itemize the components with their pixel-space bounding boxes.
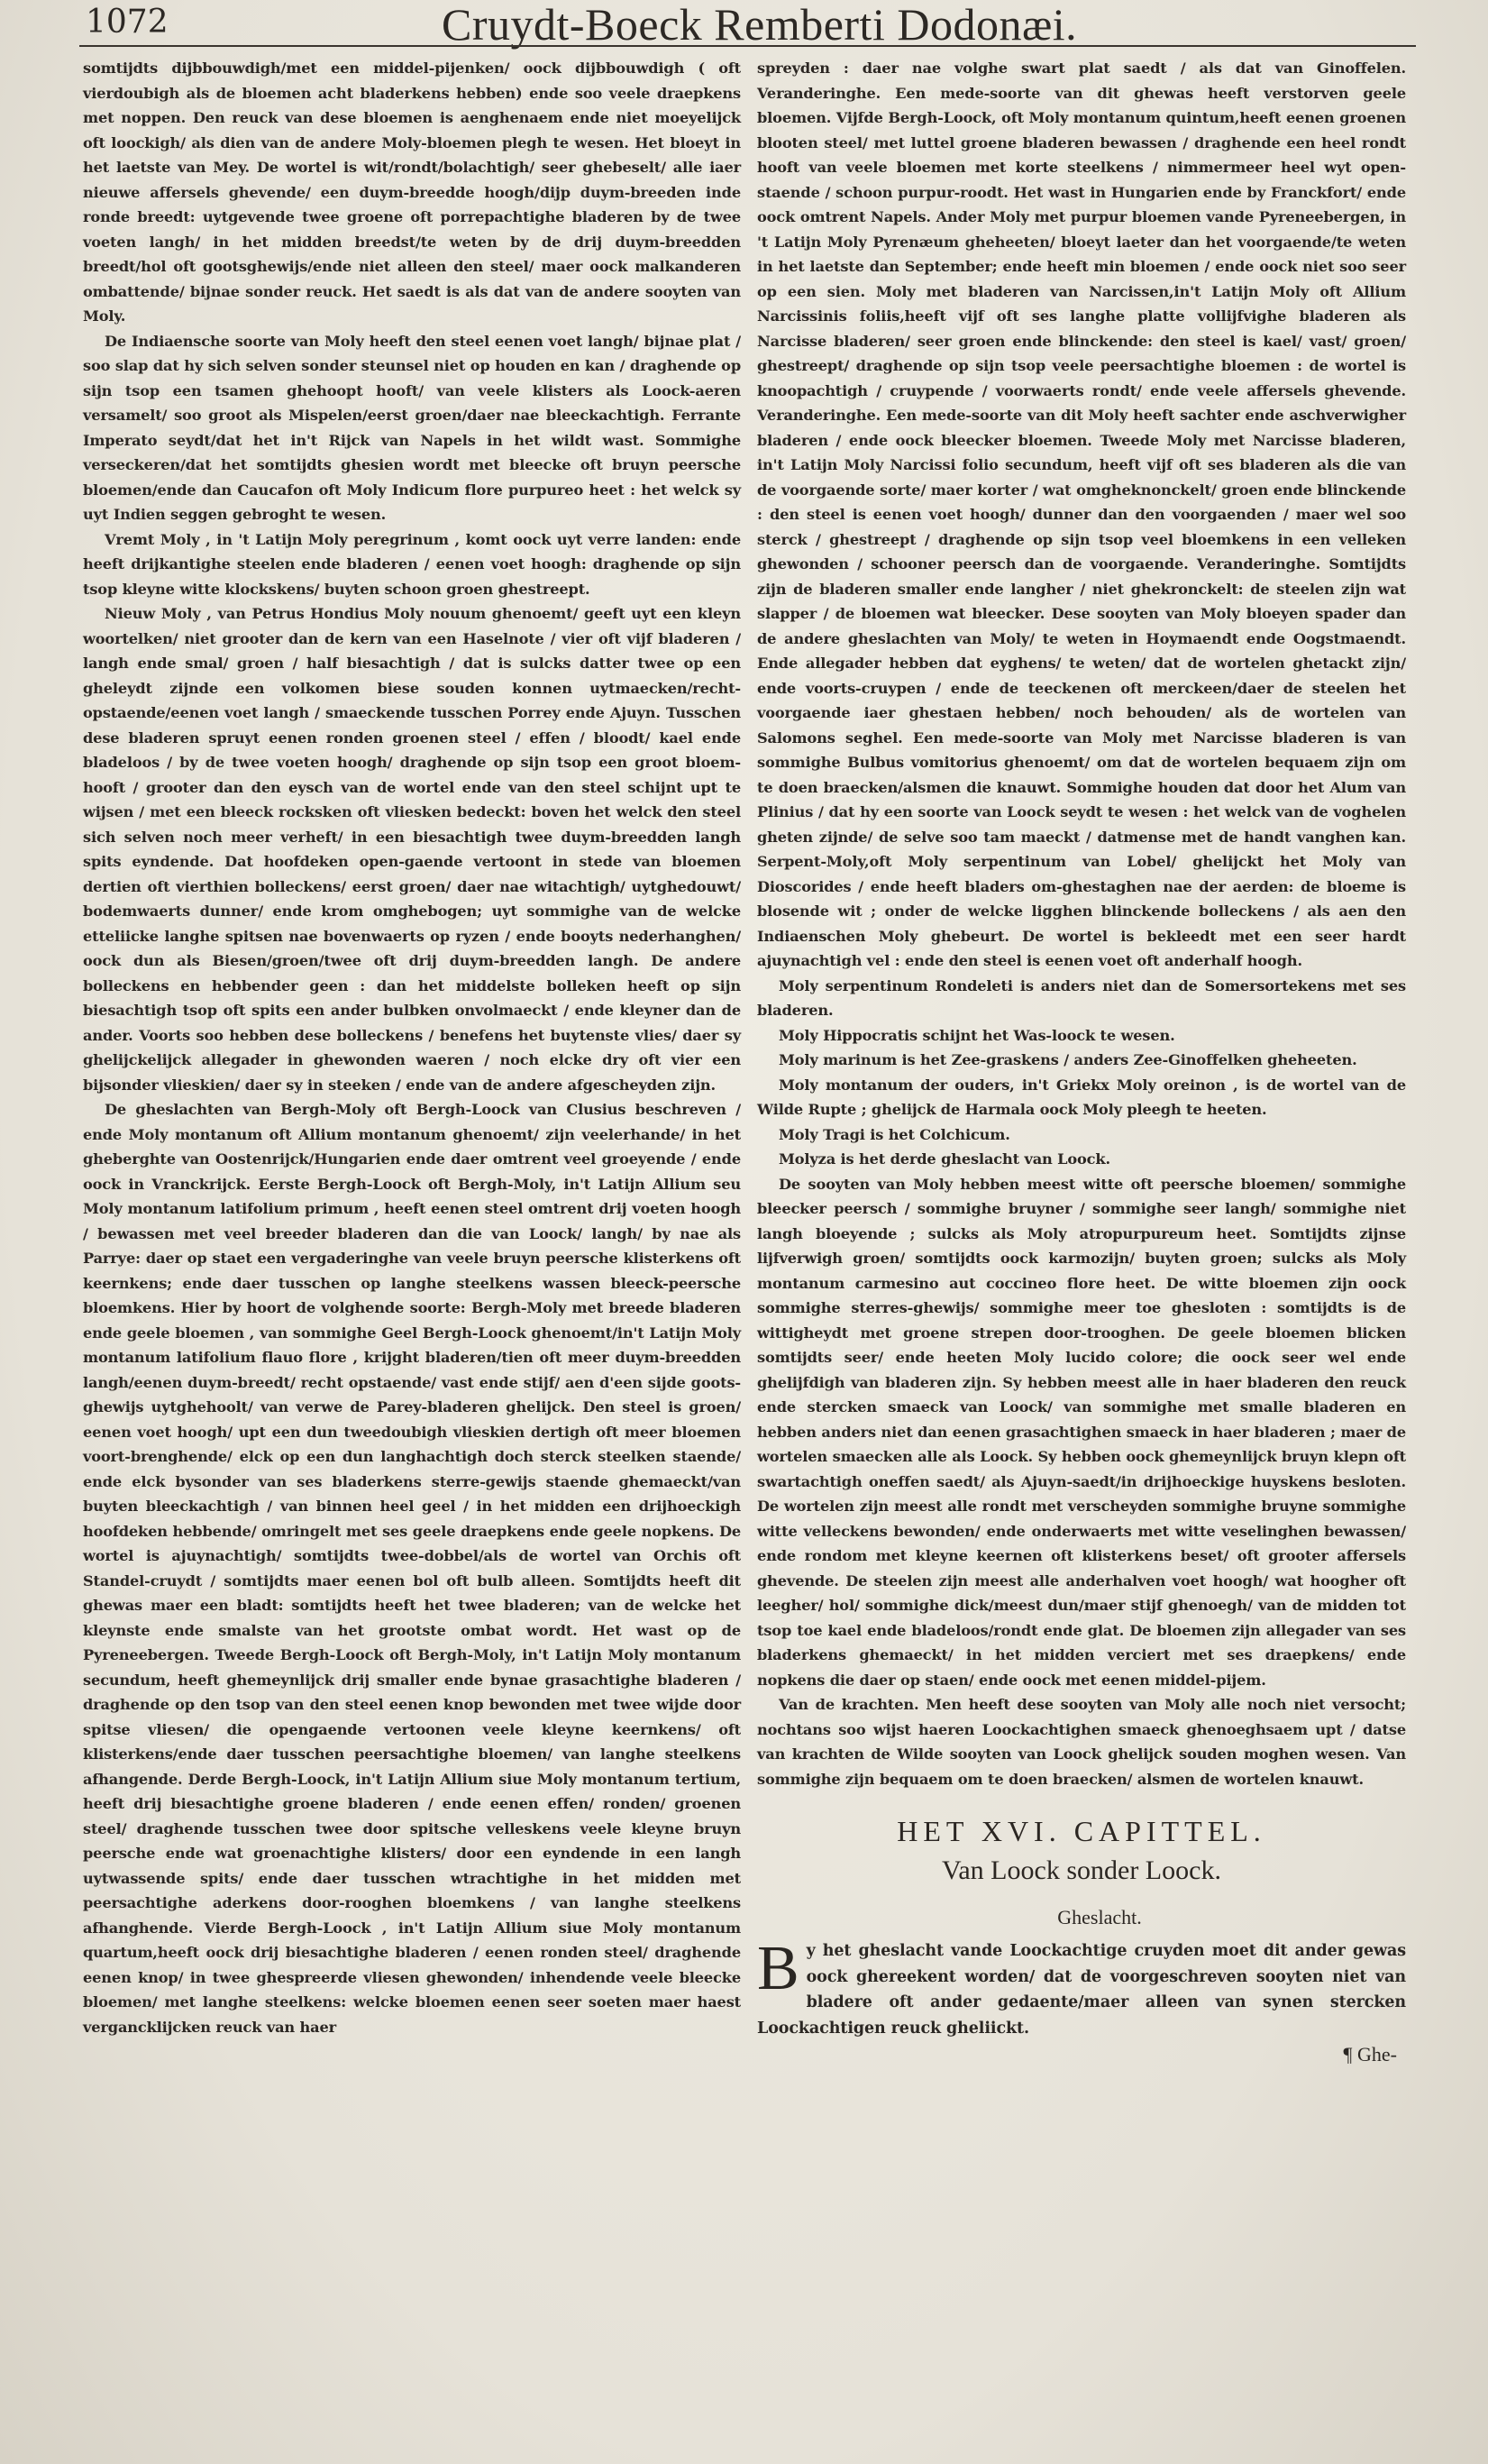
paragraph: Molyza is het derde gheslacht van Loock. [779,1150,1110,1168]
chapter-heading: HET XVI. CAPITTEL. [897,1815,1266,1847]
right-column [757,56,1406,2066]
page-header [0,0,1488,50]
paragraph: somtijdts dijbbouwdigh/met een middel-pijenken/ oock dijbbouwdigh ( oft vierdoubigh als de bloemen acht bladerkens hebben) ende soo veele draepkens met noppen. Den reuck van dese bloemen is aenghenaem ende niet moeyelijck oft loockigh/ als dien van de andere Moly-bloemen plegh te wesen. Het bloeyt in het laetste van Mey. De wortel is wit/rondt/bolachtigh/ seer ghebeselt/ alle iaer nieuwe affersels ghevende/ een duym-breedde hoogh/dijp duym-breeden inde ronde breedt: uytgevende twee groene oft porrepachtighe bladeren by de twee voeten langh/ in het midden breedst/te weten by de drij duym-breedden breedt/hol oft gootsghewijs/ende niet alleen den steel/ maer oock malkanderen ombattende/ bijnae sonder reuck. Het saedt is als dat van de andere sooyten van Moly. [83,60,741,325]
chapter-title: Van Loock sonder Loock. [942,1855,1221,1885]
paragraph: De Indiaensche soorte van Moly heeft den steel eenen voet langh/ bijnae plat / soo slap dat hy sich selven sonder steunsel niet op houden en kan / draghende op sijn tsop een tsamen ghehoopt hooft/ van veele klisters als Loock-aeren versamelt/ soo groot als Mispelen/eerst groen/daer nae bleeckachtigh. Ferrante Imperato seydt/dat het in't Rijck van Napels in het wildt wast. Sommighe verseckeren/dat het somtijdts ghesien wordt met bleecke oft bruyn peersche bloemen/ende dan Caucafon oft Moly Indicum flore purpureo heet : het welck sy uyt Indien seggen gebroght te wesen. [83,332,741,523]
drop-cap: B [757,1934,799,2003]
paragraph: Moly Tragi is het Colchicum. [779,1125,1010,1143]
paragraph: Van de krachten. Men heeft dese sooyten van Moly alle noch niet versocht; nochtans soo wijst haeren Loockachtighen smaeck ghenoeghsaem upt / datse van krachten de Wilde sooyten van Loock ghelijck souden moghen wesen. Van sommighe zijn bequaem om te doen braecken/ alsmen de wortelen knauwt. [757,1696,1406,1788]
running-title: Cruydt-Boeck Remberti Dodonæi. [442,0,1078,50]
header-rule [79,45,1416,47]
paragraph: Vremt Moly , in 't Latijn Moly peregrinum , komt oock uyt verre landen: ende heeft drijkantighe steelen ende bladeren / eenen voet hoogh: draghende op sijn tsop kleyne witte klockskens/ buyten schoon groen ghestreept. [83,530,741,598]
page-number: 1072 [86,4,169,41]
paragraph: Moly serpentinum Rondeleti is anders niet dan de Somersortekens met ses bladeren. [757,976,1406,1019]
paragraph: Moly montanum der ouders, in't Griekx Moly oreinon , is de wortel van de Wilde Rupte ; ghelijck de Harmala oock Moly pleegh te heeten. [757,1076,1406,1118]
paragraph: Moly Hippocratis schijnt het Was-loock te wesen. [779,1026,1175,1044]
paragraph: spreyden : daer nae volghe swart plat saedt / als dat van Ginoffelen. Veranderinghe. Een mede-soorte van dit ghewas heeft verstorven geele bloemen. Vijfde Bergh-Loock, oft Moly montanum quintum,heeft eenen groenen blooten steel/ met luttel groene bladeren bewassen / draghende een heel rondt hooft van veele bloemen met korte steelkens / nimmermeer heel wyt open-staende / schoon purpur-roodt. Het wast in Hungarien ende by Franckfort/ ende oock omtrent Napels. Ander Moly met purpur bloemen vande Pyreneebergen, in 't Latijn Moly Pyrenæum gheheeten/ bloeyt laeter dan het voorgaende/te weten in het laetste dan September; ende heeft min bloemen / ende oock niet soo seer op een sien. Moly met bladeren van Narcissen,in't Latijn Moly oft Allium Narcissinis foliis,heeft vijf oft ses langhe platte vollijfvighe bladeren als Narcisse bladeren/ seer groen ende blinckende: den steel is kael/ vast/ groen/ ghestreept/ draghende op sijn tsop veele peersachtighe bloemen : de wortel is knoopachtigh / cruypende / voorwaerts rondt/ ende veele affersels ghevende. Veranderinghe. Een mede-soorte van dit Moly heeft sachter ende aschverwigher bladeren / ende oock bleecker bloemen. Tweede Moly met Narcisse bladeren, in't Latijn Moly Narcissi folio secundum, heeft vijf oft ses bladeren als die van de voorgaende sorte/ maer korter / wat omgheknonckelt/ groen ende blinckende : den steel is eenen voet hoogh/ dunner dan den voorgaenden / maer wel soo sterck / ghestreept / draghende op sijn tsop veel bloemkens in een velleken ghewonden / schooner peersch dan de voorgaende. Veranderinghe. Somtijdts zijn de bladeren smaller ende langher / niet ghekronckelt: de steelen zijn wat slapper / de bloemen wat bleecker. Dese sooyten van Moly bloeyen spader dan de andere gheslachten van Moly/ te weten in Hoymaendt ende Oogstmaendt. Ende allegader hebben dat eyghens/ te weten/ dat de wortelen ghetackt zijn/ ende voorts-cruypen / ende de teeckenen oft merckeen/daer de steelen het voorgaende iaer ghestaen hebben/ noch behouden/ als de wortelen van Salomons seghel. Een mede-soorte van Moly met Narcisse bladeren is van sommighe Bulbus vomitorius ghenoemt/ om dat de wortelen bequaem zijn om te doen braecken/alsmen die knauwt. Sommighe houden dat door het Alum van Plinius / dat hy een soorte van Loock seydt te wesen : het welck van de voghelen gheten zijnde/ de selve soo tam maeckt / datmense met de handt vanghen kan. Serpent-Moly,oft Moly serpentinum van Lobel/ ghelijckt het Moly van Dioscorides / ende heeft bladers om-ghestaghen nae der aerden: de bloeme is blosende wit ; onder de welcke ligghen blinckende bolleckens / als aen den Indiaenschen Moly ghebeurt. De wortel is bekleedt met een seer hardt ajuynachtigh vel : ende den steel is eenen voet oft anderhalf hoogh. [757,60,1406,969]
paragraph: De sooyten van Moly hebben meest witte oft peersche bloemen/ sommighe bleecker peersch / sommighe bruyner / sommighe seer langh/ sommighe niet langh bloeyende ; sulcks als Moly atropurpureum heet. Somtijdts zijnse lijfverwigh groen/ somtijdts oock karmozijn/ buyten groen; sulcks als Moly montanum carmesino aut coccineo flore heet. De witte bloemen zijn oock sommighe sterres-ghewijs/ sommighe meer toe ghesloten : somtijdts is de wittigheydt met groene strepen door-trooghen. De geele bloemen blicken somtijdts seer/ ende heeten Moly lucido colore; die oock seer wel ende ghelijfdigh van bladeren zijn. Sy hebben meest alle in haer bladeren den reuck ende stercken smaeck van Loock/ van sommighe met smalle bladeren en hebben anders niet dan eenen grasachtighen smaeck in haer bladeren ; maer de wortelen smaecken alle als Loock. Sy hebben oock ghemeynlijck bruyn klepn oft swartachtigh oneffen saedt/ als Ajuyn-saedt/in drijhoeckige huyskens besloten. De wortelen zijn meest alle rondt met verscheyden sommighe bruyne sommighe witte velleckens bewonden/ ende onderwaerts met witte veselinghen bewassen/ ende rondom met kleyne keernen oft klisterkens beset/ oft grooter affersels ghevende. De steelen zijn meest alle anderhalven voet hoogh/ wat hoogher oft leegher/ hol/ sommighe dick/meest dun/maer stijf ghenoegh/ van de midden tot tsop toe kael ende bladeloos/rondt ende glat. De bloemen zijn allegader van ses bladerkens ghemaeckt/ in het midden verciert met ses draepkens/ ende nopkens die daer op staen/ ende oock met eenen middel-pijem. [757,1175,1406,1689]
chapter-first-paragraph [757,1934,1406,2041]
section-heading: Gheslacht. [1057,1906,1142,1928]
paragraph: De gheslachten van Bergh-Moly oft Bergh-Loock van Clusius beschreven / ende Moly montanum oft Allium montanum ghenoemt/ zijn veelerhande/ in het gheberghte van Oostenrijck/Hungarien ende daer omtrent veel groeyende / ende oock in Vranckrijck. Eerste Bergh-Loock oft Bergh-Moly, in't Latijn Allium seu Moly montanum latifolium primum , heeft eenen steel omtrent drij voeten hoogh / bewassen met veel breeder bladeren dan die van Loock/ langh/ by nae als Parrye: daer op staet een vergaderinghe van veele bruyn peersche klisterkens oft keernkens; ende daer tusschen op langhe steelkens wassen bleeck-peersche bloemkens. Hier by hoort de volghende soorte: Bergh-Moly met breede bladeren ende geele bloemen , van sommighe Geel Bergh-Loock ghenoemt/in't Latijn Moly montanum latifolium flauo flore , krijght bladeren/tien oft meer duym-breedden langh/eenen duym-breedt/ recht opstaende/ vast ende stijf/ aen d'een sijde goots-ghewijs uytghehoolt/ van verwe de Parey-bladeren ghelijck. Den steel is groen/ eenen voet hoogh/ upt een dun tweedoubigh vlieskien dertigh oft meer bloemen voort-brenghende/ elck op een dun langhachtigh doch sterck steelken staende/ ende elck bysonder van ses bladerkens sterre-gewijs staende ghemaeckt/van buyten bleeckachtigh / van binnen heel geel / in het midden een drijhoeckigh hoofdeken hebbende/ omringelt met ses geele draepkens ende geele nopkens. De wortel is ajuynachtigh/ somtijdts twee-dobbel/als de wortel van Orchis oft Standel-cruydt / somtijdts maer eenen bol oft bulb alleen. Somtijdts heeft dit ghewas maer een bladt: somtijdts heeft het twee bladeren; van de welcke het kleynste ende smalste van het grootste ombat wordt. Het wast op de Pyreneebergen. Tweede Bergh-Loock oft Bergh-Moly, in't Latijn Moly montanum secundum, heeft ghemeynlijck drij smaller ende bynae grasachtighe bladeren / draghende op den tsop van den steel eenen knop bewonden met twee wijde door spitse vliesen/ die opengaende vertoonen veele kleyne keernkens/ oft klisterkens/ende daer tusschen peersachtighe bloemen/ van langhe steelkens afhangende. Derde Bergh-Loock, in't Latijn Allium siue Moly montanum tertium, heeft drij biesachtighe groene bladeren / ende eenen effen/ ronden/ groenen steel/ draghende tusschen twee door spitsche velleskens veele kleyne bruyn peersche ende wat groenachtighe klisters/ door een eyndende in een langh uytwassende spits/ ende daer tusschen wtrachtighe in het midden met peersachtighe aderkens door-rooghen bloemkens / van langhe steelkens afhanghende. Vierde Bergh-Loock , in't Latijn Allium siue Moly montanum quartum,heeft oock drij biesachtighe bladeren / eenen ronden steel/ draghende eenen knop/ in twee ghespreerde vliesen ghewonden/ inhendende veele bleecke bloemen/ met langhe steelkens: welcke bloemen eenen seer soeten maer haest vergancklijcken reuck van haer [83,1101,741,2036]
left-column [83,56,741,2039]
paragraph: Nieuw Moly , van Petrus Hondius Moly nouum ghenoemt/ geeft uyt een kleyn woortelken/ niet grooter dan de kern van een Haselnote / vier oft vijf bladeren / langh ende smal/ groen / half biesachtigh / dat is sulcks datter twee op een gheleydt zijnde een volkomen biese souden konnen uytmaecken/recht-opstaende/eenen voet langh / smaeckende tusschen Porrey ende Ajuyn. Tusschen dese bladeren spruyt eenen ronden groenen steel / effen / bloodt/ kael ende bladeloos / by de twee voeten hoogh/ draghende op sijn tsop een groot bloem-hooft / grooter dan den eysch van de wortel ende van den steel schijnt upt te wijsen / met een bleeck rocksken oft vliesken bedeckt: boven het welck den steel sich selven noch meer verheft/ in een biesachtigh twee duym-breedden langh spits eyndende. Dat hoofdeken open-gaende vertoont in stede van bloemen dertien oft vierthien bolleckens/ eerst groen/ daer nae witachtigh/ uytghedouwt/ bodemwaerts dunner/ ende krom omghebogen; uyt sommighe van de welcke etteliicke langhe spitsen nae bovenwaerts op ryzen / ende booyts nederhanghen/ oock dun als Biesen/groen/twee oft drij duym-breedden langh. De andere bolleckens en hebbender geen : dan het middelste bolleken heeft op sijn biesachtigh tsop oft spits een ander bulbken onvolmaeckt / ende kleyner dan de ander. Voorts soo hebben dese bolleckens / benefens het buytenste vlies/ daer sy ghelijckelijck allegader in ghewonden waeren / noch elcke dry oft vier een bijsonder vlieskien/ daer sy in steeken / ende van de andere afgescheyden zijn. [83,605,741,1094]
paragraph: Moly marinum is het Zee-graskens / anders Zee-Ginoffelken gheheeten. [779,1051,1357,1068]
first-paragraph-text: y het gheslacht vande Loockachtige cruyden moet dit ander gewas oock ghereekent worden/ dat de voorgeschreven sooyten niet van bladere oft ander gedaente/maer alleen van synen stercken Loockachtigen reuck gheliickt. [757,1942,1406,2038]
catchword: ¶ Ghe- [1343,2043,1397,2066]
